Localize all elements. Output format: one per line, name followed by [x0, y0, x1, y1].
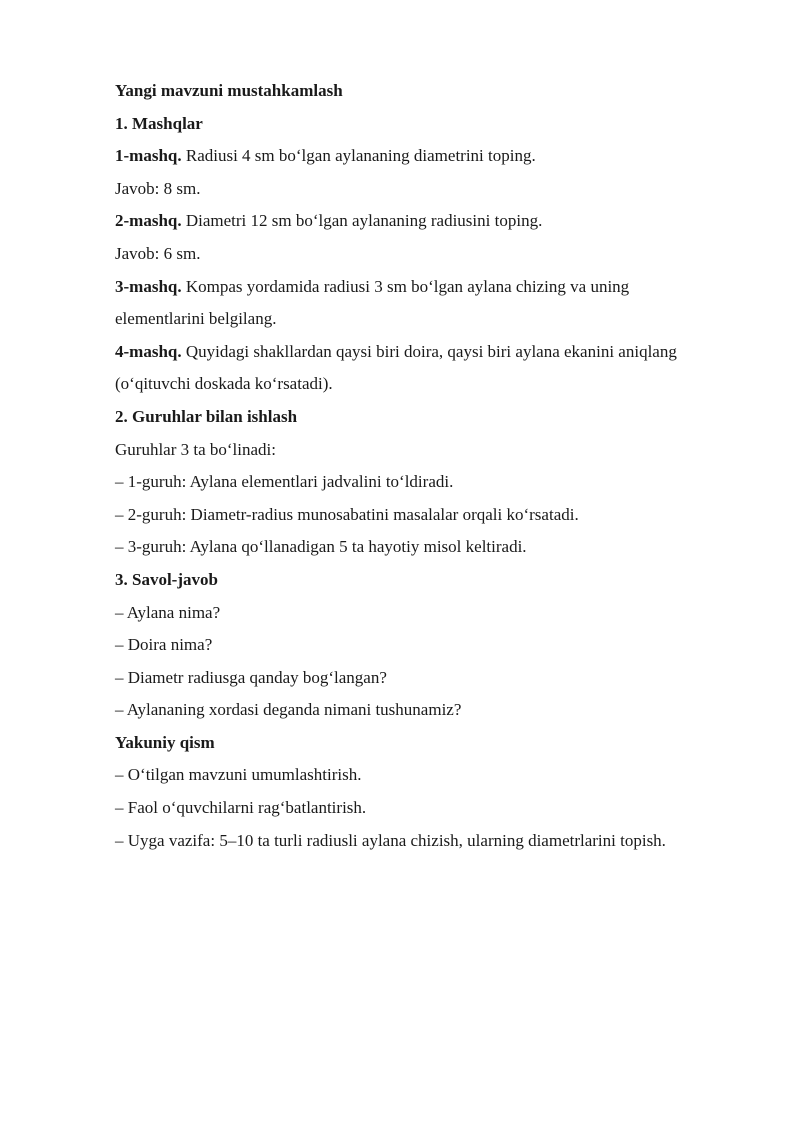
list-item: – Aylana nima?	[115, 602, 221, 622]
exercise-label: 4-mashq.	[115, 341, 182, 361]
list-item: – 3-guruh: Aylana qo‘llanadigan 5 ta hayotiy misol keltiradi.	[115, 537, 527, 557]
section-heading-groups: 2. Guruhlar bilan ishlash	[115, 406, 298, 426]
exercise-3	[115, 271, 775, 304]
list-item: – Diametr radiusga qanday bog‘langan?	[115, 667, 387, 687]
document-title: Yangi mavzuni mustahkamlash	[115, 81, 343, 100]
exercise-3-continuation: elementlarini belgilang.	[115, 309, 277, 329]
exercise-text: Diametri 12 sm bo‘lgan aylananing radiusini toping.	[181, 211, 543, 231]
list-item: – 1-guruh: Aylana elementlari jadvalini to‘ldiradi.	[115, 472, 454, 492]
section-heading-exercises: 1. Mashqlar	[115, 113, 203, 133]
section-heading-final: Yakuniy qism	[115, 732, 215, 752]
exercise-1	[115, 140, 775, 173]
list-item: – Aylananing xordasi deganda nimani tushunamiz?	[115, 700, 462, 720]
list-item: – 2-guruh: Diametr-radius munosabatini masalalar orqali ko‘rsatadi.	[115, 504, 579, 524]
list-item: – O‘tilgan mavzuni umumlashtirish.	[115, 765, 362, 785]
groups-intro: Guruhlar 3 ta bo‘linadi:	[115, 439, 276, 459]
exercise-text: Radiusi 4 sm bo‘lgan aylananing diametrini toping.	[181, 146, 536, 166]
list-item: – Uyga vazifa: 5–10 ta turli radiusli aylana chizish, ularning diametrlarini topish.	[115, 830, 666, 850]
list-item: – Faol o‘quvchilarni rag‘batlantirish.	[115, 798, 367, 818]
exercise-label: 1-mashq.	[115, 146, 182, 166]
exercise-1-answer: Javob: 8 sm.	[115, 178, 201, 198]
exercise-4	[115, 336, 775, 369]
section-heading-qa: 3. Savol-javob	[115, 569, 218, 589]
exercise-2-answer: Javob: 6 sm.	[115, 243, 201, 263]
list-item: – Doira nima?	[115, 635, 213, 655]
exercise-4-continuation: (o‘qituvchi doskada ko‘rsatadi).	[115, 374, 333, 394]
exercise-text: Kompas yordamida radiusi 3 sm bo‘lgan aylana chizing va uning	[181, 276, 630, 296]
exercise-2	[115, 205, 775, 238]
exercise-text: Quyidagi shakllardan qaysi biri doira, qaysi biri aylana ekanini aniqlang	[181, 341, 677, 361]
exercise-label: 2-mashq.	[115, 211, 182, 231]
exercise-label: 3-mashq.	[115, 276, 182, 296]
document-page	[115, 75, 775, 857]
